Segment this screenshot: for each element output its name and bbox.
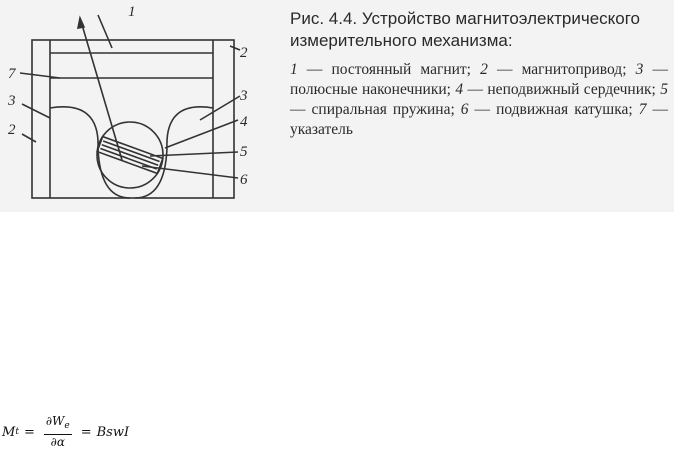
legend-text: — подвижная катушка; bbox=[468, 101, 639, 118]
formula-fraction bbox=[44, 414, 72, 450]
magnetoelectric-mechanism-diagram bbox=[0, 0, 290, 212]
formula-lhs: M bbox=[2, 424, 16, 440]
legend-text: — неподвижный сердечник; bbox=[463, 81, 661, 98]
label-5: 5 bbox=[240, 144, 248, 160]
caption-line-2: измерительного механизма: bbox=[290, 31, 513, 50]
label-7: 7 bbox=[8, 66, 16, 82]
formula-equals: = bbox=[80, 424, 92, 440]
label-2-left: 2 bbox=[8, 122, 16, 138]
numerator-subscript: e bbox=[64, 421, 70, 431]
legend-num: 4 bbox=[455, 81, 464, 98]
numerator-text: ∂W bbox=[45, 414, 65, 428]
torque-formula bbox=[2, 414, 129, 450]
figure-caption bbox=[290, 8, 670, 52]
legend-text: — постоянный магнит; bbox=[297, 61, 481, 78]
legend-num: 2 bbox=[480, 61, 488, 78]
formula-numerator bbox=[44, 414, 72, 435]
label-2-right: 2 bbox=[240, 45, 248, 61]
label-6: 6 bbox=[240, 172, 248, 188]
label-3-left: 3 bbox=[8, 93, 16, 109]
legend-num: 3 bbox=[635, 61, 644, 78]
legend-num: 6 bbox=[460, 101, 469, 118]
label-4: 4 bbox=[240, 114, 248, 130]
formula-rhs: BswI bbox=[96, 424, 130, 440]
legend-num: 5 bbox=[660, 81, 668, 98]
label-1: 1 bbox=[128, 4, 136, 20]
caption-line-1: Рис. 4.4. Устройство магнитоэлектрического bbox=[290, 9, 641, 28]
figure-legend bbox=[290, 60, 668, 140]
legend-text: — полюсные наконечники; bbox=[290, 61, 668, 98]
legend-text: — указатель bbox=[290, 101, 669, 138]
legend-text: — спиральная пружина; bbox=[290, 101, 461, 118]
formula-equals: = bbox=[23, 424, 35, 440]
legend-num: 1 bbox=[290, 61, 298, 78]
formula-denominator: ∂α bbox=[50, 435, 65, 449]
legend-num: 7 bbox=[638, 101, 647, 118]
legend-text: — магнитопривод; bbox=[487, 61, 636, 78]
formula-lhs-subscript: t bbox=[15, 427, 19, 437]
label-3-right: 3 bbox=[240, 88, 248, 104]
